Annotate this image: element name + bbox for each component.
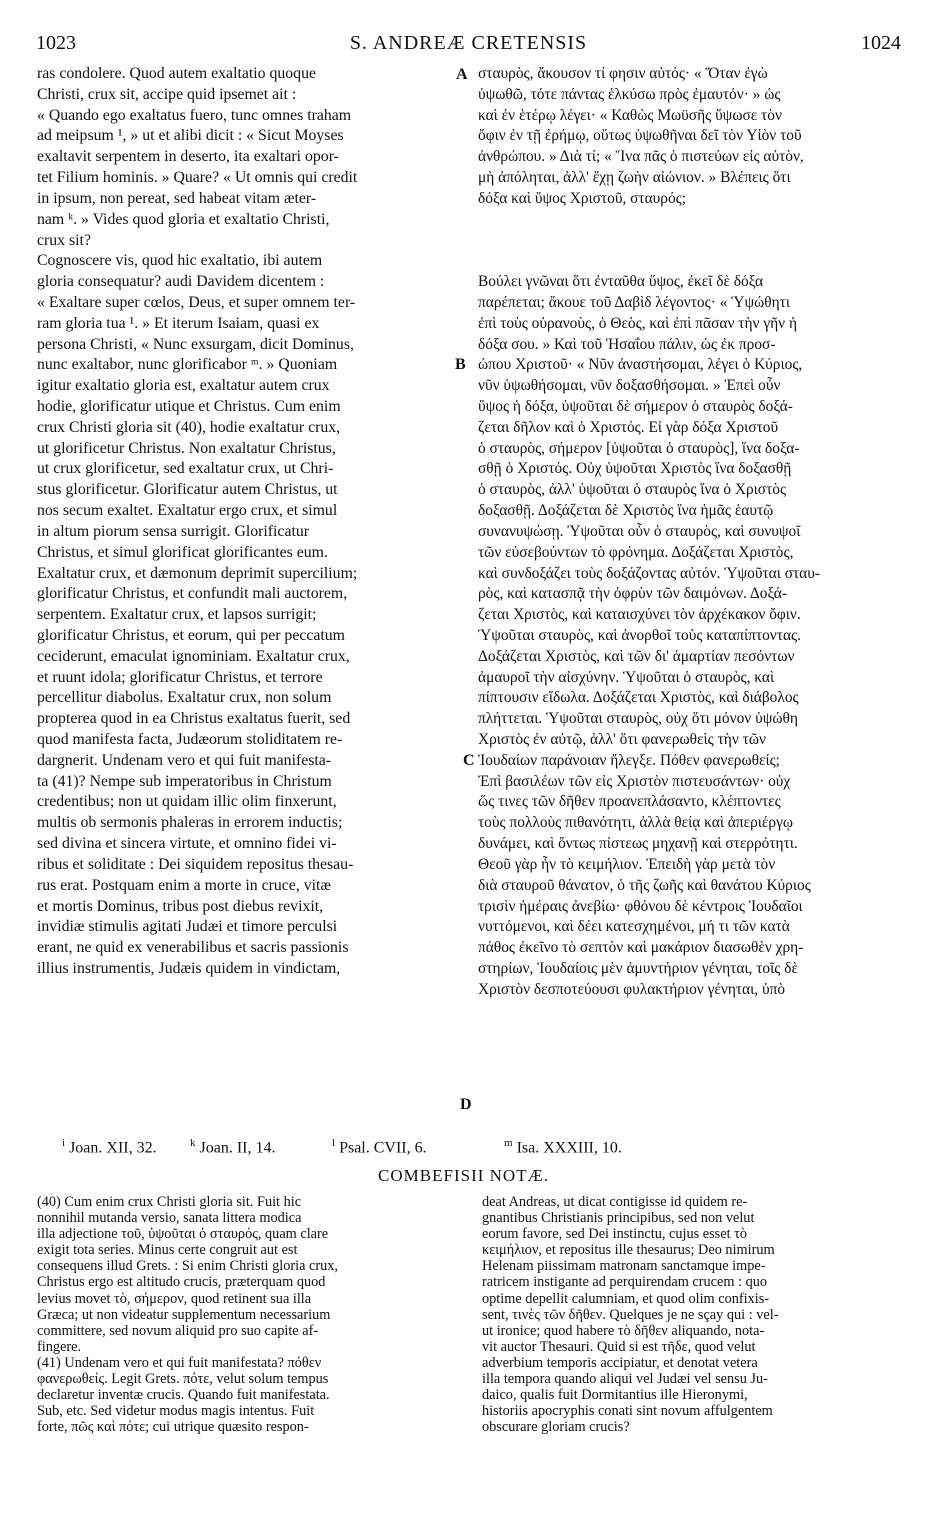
latin-text-line: sed divina et sincera virtute, et omnino fidei vi- bbox=[37, 835, 337, 853]
greek-text-line: καὶ συνδοξάζει τοὺς δοξάζοντας αὐτόν. Ὑψοῦται σταυ- bbox=[478, 564, 820, 582]
note-text-line: historiis apocryphis conati sint novum affulgentem bbox=[482, 1403, 773, 1420]
latin-text-line: persona Christi, « Nunc exsurgam, dicit Dominus, bbox=[37, 335, 354, 353]
note-text-line: optime depellit calumniam, et quod olim confixis- bbox=[482, 1290, 770, 1307]
note-text-line: levius movet τὸ, σήμερον, quod retinent sua illa bbox=[37, 1290, 312, 1307]
note-text-line: illa adjectione τοῦ, ὑψοῦται ὁ σταυρός, quam clare bbox=[37, 1226, 329, 1243]
greek-text-line bbox=[478, 210, 898, 231]
note-text-line: (41) Undenam vero et qui fuit manifestata? πόθεν bbox=[37, 1354, 322, 1371]
note-text-line: obscurare gloriam crucis? bbox=[482, 1419, 630, 1436]
latin-text-line: in ipsum, non pereat, sed habeat vitam æter- bbox=[37, 189, 317, 207]
greek-text-line: ὄφιν ἐν τῇ ἐρήμῳ, οὕτως ὑψωθῆναι δεῖ τὸν Υἱὸν τοῦ bbox=[478, 127, 802, 145]
latin-text-line: Christi, crux sit, accipe quid ipsemet ait : bbox=[37, 85, 297, 103]
note-text-line: κειμήλιον, et repositus ille thesaurus; Deo nimirum bbox=[482, 1242, 775, 1259]
latin-text-line: crux sit? bbox=[37, 231, 91, 249]
note-text-line: fingere. bbox=[37, 1338, 82, 1355]
latin-text-line: « Quando ego exaltatus fuero, tunc omnes traham bbox=[37, 106, 352, 124]
greek-text-line: Χριστὸν δεσποτεύουσι φυλακτήριον γένηται, ὑπὸ bbox=[478, 980, 786, 998]
page-number-right: 1024 bbox=[861, 32, 901, 54]
latin-text-line: Exaltatur crux, et dæmonum deprimit supercilium; bbox=[37, 564, 358, 582]
latin-text-line: ad meipsum ¹, » ut et alibi dicit : « Sicut Moyses bbox=[37, 127, 344, 145]
note-text-line: Christus ergo est altitudo crucis, præterquam quod bbox=[37, 1274, 326, 1291]
greek-text-line: σθῇ ὁ Χριστός. Οὐχ ὑψοῦται Χριστὸς ἵνα δοξασθῇ bbox=[478, 460, 792, 478]
note-text-line: illa tempora quando aliqui vel Judæi vel sensu Ju- bbox=[482, 1371, 768, 1388]
latin-text-line: et mortis Dominus, tribus post diebus revixit, bbox=[37, 897, 324, 915]
greek-text-line: διὰ σταυροῦ θάνατον, ὁ τῆς ζωῆς καὶ θανάτου Κύριος bbox=[478, 876, 811, 894]
note-text-line: declaretur inventæ crucis. Quando fuit manifestata. bbox=[37, 1387, 330, 1404]
greek-text-line: ὥς τινες τῶν δῆθεν προανεπλάσαντο, κλέπτοντες bbox=[478, 793, 781, 811]
greek-text-line bbox=[478, 231, 898, 252]
note-text-line: (40) Cum enim crux Christi gloria sit. Fuit hic bbox=[37, 1194, 302, 1210]
latin-text-line: multis ob sermonis phaleras in errorem inductis; bbox=[37, 814, 343, 832]
latin-text-line: nos secum exaltet. Exaltatur ergo crux, et simul bbox=[37, 502, 338, 520]
note-text-line: daico, qualis fuit Dormitantius ille Hieronymi, bbox=[482, 1387, 748, 1404]
note-text-line: sent, τινὲς τῶν δῆθεν. Quelques je ne sçay qui : vel- bbox=[482, 1306, 779, 1323]
latin-text-line: erant, ne quid ex venerabilibus et sacris passionis bbox=[37, 939, 349, 957]
note-text-line: Sub, etc. Sed videtur modus magis intentus. Fuit bbox=[37, 1403, 315, 1420]
latin-text-line: glorificatur Christus, et confundit mali auctorem, bbox=[37, 585, 348, 603]
latin-text-line: credentibus; non ut quidam illic olim finxerunt, bbox=[37, 793, 337, 811]
note-text-line: ut ironice; quod habere τὸ δῆθεν aliquando, nota- bbox=[482, 1322, 765, 1339]
latin-text-line: ram gloria tua ¹. » Et iterum Isaiam, quasi ex bbox=[37, 314, 320, 332]
note-text-line: nonnihil mutanda versio, sanata littera modica bbox=[37, 1210, 302, 1227]
reference-item: $^k$ Joan. II, 14. bbox=[190, 1137, 276, 1157]
note-text-line: φανερωθείς. Legit Grets. πότε, velut solum tempus bbox=[37, 1371, 329, 1388]
greek-text-line: τοὺς πολλοὺς πιθανότητι, ἀλλὰ θείᾳ καὶ ἀπεριέργῳ bbox=[478, 814, 793, 832]
margin-letter-c: C bbox=[463, 752, 475, 769]
notes-heading: COMBEFISII NOTÆ. bbox=[378, 1166, 549, 1185]
margin-letter-d: D bbox=[460, 1096, 472, 1113]
greek-text-line: πλήττεται. Ὑψοῦται σταυρὸς, οὐχ ὅτι μόνον ὑψώθη bbox=[478, 710, 798, 728]
note-text-line: ratricem instigante ad perquirendam crucem : quo bbox=[482, 1274, 768, 1291]
greek-text-line: ζεται δῆλον καὶ ὁ Χριστός. Εἰ γὰρ δόξα Χριστοῦ bbox=[478, 418, 779, 436]
latin-text-line: nunc exaltabor, nunc glorificabor ᵐ. » Quoniam bbox=[37, 356, 338, 374]
note-text-line: exigit tota series. Minus certe congruit aut est bbox=[37, 1242, 298, 1259]
note-text-line: eorum favore, sed Dei instinctu, cujus esset τὸ bbox=[482, 1226, 748, 1243]
note-text-line: consequens illud Grets. : Si enim Christi gloria crux, bbox=[37, 1258, 338, 1275]
latin-text-line: invidiæ stimulis agitati Judæi et timore perculsi bbox=[37, 918, 338, 936]
greek-text-line: Ἐπὶ βασιλέων τῶν εἰς Χριστὸν πιστευσάντων· οὐχ bbox=[478, 772, 791, 790]
greek-text-line: παρέπεται; ἄκουε τοῦ Δαβὶδ λέγοντος· « Ὑψώθητι bbox=[478, 293, 790, 311]
greek-text-line: πίπτουσιν εἴδωλα. Δοξάζεται Χριστὸς, καὶ διάβολος bbox=[478, 689, 799, 707]
greek-text-line bbox=[478, 251, 898, 272]
latin-text-line: quod manifesta facta, Judæorum stoliditatem re- bbox=[37, 731, 343, 748]
latin-text-line: nam ᵏ. » Vides quod gloria et exaltatio Christi, bbox=[37, 210, 330, 228]
latin-text-line: ceciderunt, emaculat ignominiam. Exaltatur crux, bbox=[37, 647, 350, 665]
page-number-left: 1023 bbox=[36, 32, 76, 54]
latin-text-line: propterea quod in ea Christus exaltatus fuerit, sed bbox=[37, 710, 351, 728]
greek-text-line: μὴ ἀπόληται, ἀλλ' ἔχῃ ζωὴν αἰώνιον. » Βλέπεις ὅτι bbox=[478, 169, 791, 187]
latin-text-line: stus glorificetur. Glorificatur autem Christus, ut bbox=[37, 481, 338, 499]
greek-text-line: Θεοῦ γὰρ ἦν τὸ κειμήλιον. Ἐπειδὴ γὰρ μετὰ τὸν bbox=[478, 855, 776, 873]
scripture-references bbox=[62, 1137, 882, 1161]
running-title: S. ANDREÆ CRETENSIS bbox=[349, 32, 588, 54]
greek-text-line: ὑψωθῶ, τότε πάντας ἑλκύσω πρὸς ἐμαυτόν· » ὡς bbox=[478, 85, 781, 103]
latin-text-line: « Exaltare super cœlos, Deus, et super omnem ter- bbox=[37, 293, 356, 311]
greek-column bbox=[478, 64, 898, 1001]
note-text-line: deat Andreas, ut dicat contigisse id quidem re- bbox=[482, 1194, 748, 1210]
greek-text-line: Βούλει γνῶναι ὅτι ἐνταῦθα ὕψος, ἐκεῖ δὲ δόξα bbox=[478, 273, 764, 291]
greek-text-line: νῦν ὑψωθήσομαι, νῦν δοξασθήσομαι. » Ἐπεὶ οὖν bbox=[478, 377, 781, 395]
greek-text-line: ἐπὶ τοὺς οὐρανοὺς, ὁ Θεὸς, καὶ ἐπὶ πᾶσαν τὴν γῆν ἡ bbox=[478, 314, 798, 332]
greek-text-line: Δοξάζεται Χριστὸς, καὶ τῶν δι' ἁμαρτίαν πεσόντων bbox=[478, 647, 795, 665]
reference-item: $^l$ Psal. CVII, 6. bbox=[332, 1137, 427, 1157]
reference-item: $^i$ Joan. XII, 32. bbox=[62, 1137, 157, 1157]
margin-letter-a: A bbox=[456, 66, 468, 83]
latin-text-line: in altum piorum sensa surrigit. Glorificatur bbox=[37, 522, 310, 540]
latin-text-line: rus erat. Postquam enim a morte in cruce, vitæ bbox=[37, 876, 331, 894]
latin-text-line: gloria consequatur? audi Davidem dicentem : bbox=[37, 273, 325, 291]
note-text-line: vit auctor Thesauri. Quid si est τῆδε, quod velut bbox=[482, 1338, 756, 1355]
greek-text-line: ώπου Χριστοῦ· « Νῦν ἀναστήσομαι, λέγει ὁ Κύριος, bbox=[478, 356, 803, 374]
greek-text-line: τρισὶν ἡμέραις ἀνεβίω· φθόνου δὲ κέντροις Ἰουδαῖοι bbox=[478, 897, 803, 915]
latin-text-line: ribus et soliditate : Dei siquidem repositus thesau- bbox=[37, 855, 354, 873]
greek-text-line: δυνάμει, καὶ ὄντως πίστεως μηχανῇ καὶ στερρότητι. bbox=[478, 835, 798, 853]
latin-text-line: igitur exaltatio gloria est, exaltatur autem crux bbox=[37, 377, 330, 395]
latin-text-line: exaltavit serpentem in deserto, ita exaltari opor- bbox=[37, 148, 339, 166]
note-text-line: gnantibus Christianis principibus, sed non velut bbox=[482, 1210, 755, 1227]
greek-text-line: στηρίων, Ἰουδαίοις μὲν ἀμυντήριον γένηται, τοῖς δὲ bbox=[478, 959, 798, 977]
greek-text-line: Ὑψοῦται σταυρὸς, καὶ ἀνορθοῖ τοὺς καταπίπτοντας. bbox=[478, 626, 801, 644]
greek-text-line: δοξασθῇ. Δοξάζεται δὲ Χριστὸς ἵνα ἡμᾶς ἑαυτῷ bbox=[478, 502, 774, 520]
greek-text-line: ὕψος ἡ δόξα, ὑψοῦται δὲ σήμερον ὁ σταυρὸς δοξά- bbox=[478, 398, 793, 415]
latin-text-line: ut crux glorificetur, sed exaltatur crux, ut Chri- bbox=[37, 460, 334, 478]
latin-text-line: Cognoscere vis, quod hic exaltatio, ibi autem bbox=[37, 252, 323, 270]
note-text-line: forte, πῶς καὶ πότε; cui utrique quæsito respon- bbox=[37, 1419, 309, 1436]
notes-right-column bbox=[482, 1194, 896, 1435]
latin-text-line: tet Filium hominis. » Quare? « Ut omnis qui credit bbox=[37, 169, 358, 187]
greek-text-line: πάθος ἐκεῖνο τὸ σεπτὸν καὶ μακάριον διασωθὲν χρη- bbox=[478, 939, 804, 957]
latin-text-line: et ruunt idola; glorificatur Christus, et terrore bbox=[37, 668, 323, 686]
greek-text-line: καὶ ἐν ἑτέρῳ λέγει· « Καθὼς Μωϋσῆς ὕψωσε τὸν bbox=[478, 106, 782, 124]
greek-text-line: ἀμαυροῖ τὴν αἰσχύνην. Ὑψοῦται ὁ σταυρὸς, καὶ bbox=[478, 668, 775, 686]
latin-text-line: ut glorificetur Christus. Non exaltatur Christus, bbox=[37, 439, 336, 457]
greek-text-line: δόξα καὶ ὕψος Χριστοῦ, σταυρός; bbox=[478, 189, 687, 207]
latin-text-line: glorificatur Christus, et eorum, qui per peccatum bbox=[37, 626, 345, 644]
latin-text-line: hodie, glorificatur utique et Christus. Cum enim bbox=[37, 398, 341, 415]
note-text-line: Helenam piissimam matronam sanctamque impe- bbox=[482, 1258, 766, 1275]
page-header bbox=[36, 32, 901, 58]
note-text-line: committere, sed novum aliquid pro suo capite af- bbox=[37, 1322, 319, 1339]
greek-text-line: ζεται Χριστὸς, καὶ καταισχύνει τὸν ἀρχέκακον ὄφιν. bbox=[478, 606, 801, 624]
greek-text-line: νυττόμενοι, καὶ δέει κατεσχημένοι, μή τι τῶν κατὰ bbox=[478, 918, 790, 936]
latin-text-line: serpentem. Exaltatur crux, et lapsos surrigit; bbox=[37, 606, 317, 624]
latin-text-line: illius instrumentis, Judæis quidem in vindictam, bbox=[37, 959, 341, 977]
greek-text-line: συνανυψώσῃ. Ὑψοῦται οὖν ὁ σταυρὸς, καὶ συνυψοῖ bbox=[478, 522, 801, 540]
margin-letter-b: B bbox=[455, 356, 466, 373]
greek-text-line: Ἰουδαίων παράνοιαν ἤλεγξε. Πόθεν φανερωθείς; bbox=[478, 751, 780, 769]
greek-text-line: ρὸς, καὶ κατασπᾷ τὴν ὀφρὺν τῶν δαιμόνων. Δοξά- bbox=[478, 585, 787, 603]
reference-item: $^m$ Isa. XXXIII, 10. bbox=[504, 1137, 622, 1157]
latin-text-line: ta (41)? Nempe sub imperatoribus in Christum bbox=[37, 772, 332, 790]
latin-text-line: crux Christi gloria sit (40), hodie exaltatur crux, bbox=[37, 418, 341, 436]
notes-left-column bbox=[37, 1194, 457, 1435]
latin-text-line: ras condolere. Quod autem exaltatio quoque bbox=[37, 65, 316, 82]
latin-text-line: percellitur diabolus. Exaltatur crux, non solum bbox=[37, 689, 332, 707]
greek-text-line: ὁ σταυρὸς, σήμερον [ὑψοῦται ὁ σταυρὸς], ἵνα δοξα- bbox=[478, 439, 800, 457]
latin-column bbox=[37, 64, 455, 980]
greek-text-line: τῶν εὐσεβούντων τὸ φρόνημα. Δοξάζεται Χριστὸς, bbox=[478, 543, 794, 561]
note-text-line: adverbium temporis accipiatur, et denotat vetera bbox=[482, 1354, 758, 1371]
greek-text-line: δόξα σου. » Καὶ τοῦ Ἡσαΐου πάλιν, ὡς ἐκ προσ- bbox=[478, 335, 776, 353]
latin-text-line: Christus, et simul glorificat glorificantes eum. bbox=[37, 543, 328, 561]
greek-text-line: ὁ σταυρὸς, ἀλλ' ὑψοῦται ὁ σταυρὸς ἵνα ὁ Χριστὸς bbox=[478, 481, 787, 499]
greek-text-line: ἀνθρώπου. » Διὰ τί; « Ἵνα πᾶς ὁ πιστεύων εἰς αὐτὸν, bbox=[478, 148, 804, 166]
note-text-line: Græca; ut non videatur supplementum necessarium bbox=[37, 1306, 331, 1323]
greek-text-line: Χριστὸς ἐν αὐτῷ, ἀλλ' ὅτι φανερωθεὶς τὴν τῶν bbox=[478, 731, 766, 748]
latin-text-line: dargnerit. Undenam vero et qui fuit manifesta- bbox=[37, 751, 332, 769]
greek-text-line: σταυρὸς, ἄκουσον τί φησιν αὐτός· « Ὅταν ἐγὼ bbox=[478, 65, 768, 82]
